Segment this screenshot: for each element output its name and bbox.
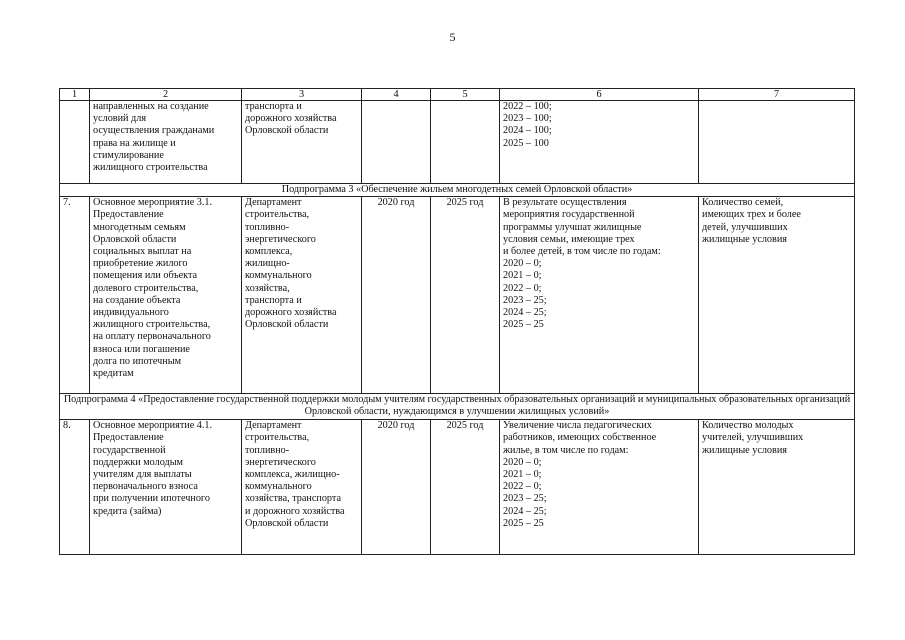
- header-cell-3: 3: [242, 89, 362, 101]
- cell-executor: Департамент строительства, топливно- энергетического комплекса, жилищно- коммунального хозяйства, транспорта и дорожного хозяйства Орловской области: [242, 197, 362, 394]
- program-table: [59, 88, 855, 555]
- cell-number: [60, 101, 90, 184]
- table-row-8: [60, 420, 855, 555]
- cell-executor: транспорта и дорожного хозяйства Орловской области: [242, 101, 362, 184]
- cell-end: 2025 год: [431, 420, 500, 555]
- cell-indicator: Количество молодых учителей, улучшивших жилищные условия: [699, 420, 855, 555]
- cell-measure: Основное мероприятие 4.1. Предоставление государственной поддержки молодым учителям для выплаты первоначального взноса при получении ипотечного кредита (займа): [90, 420, 242, 555]
- table-row-7: [60, 197, 855, 394]
- header-cell-2: 2: [90, 89, 242, 101]
- subprogram-3-title: Подпрограмма 3 «Обеспечение жильем многодетных семей Орловской области»: [60, 184, 855, 197]
- cell-measure: направленных на создание условий для осуществления гражданами права на жилище и стимулирование жилищного строительства: [90, 101, 242, 184]
- cell-end: 2025 год: [431, 197, 500, 394]
- header-row: [60, 89, 855, 101]
- subprogram-3-row: [60, 184, 855, 197]
- subprogram-4-title: Подпрограмма 4 «Предоставление государственной поддержки молодым учителям государственных образовательных организаций и муниципальных образовательных организаций Орловской области, нуждающимся в улучшении жилищных условий»: [60, 394, 855, 420]
- cell-start: [362, 101, 431, 184]
- cell-measure: Основное мероприятие 3.1. Предоставление многодетным семьям Орловской области социальных выплат на приобретение жилого помещения или объекта долевого строительства, на создание объекта индивидуального жилищного строительства, на оплату первоначального взноса или погашение долга по ипотечным кредитам: [90, 197, 242, 394]
- cell-indicator: [699, 101, 855, 184]
- header-cell-1: 1: [60, 89, 90, 101]
- table-row-continuation: [60, 101, 855, 184]
- cell-number: 7.: [60, 197, 90, 394]
- header-cell-7: 7: [699, 89, 855, 101]
- header-cell-5: 5: [431, 89, 500, 101]
- cell-end: [431, 101, 500, 184]
- page-number: 5: [449, 30, 456, 44]
- cell-start: 2020 год: [362, 420, 431, 555]
- cell-indicator: Количество семей, имеющих трех и более детей, улучшивших жилищные условия: [699, 197, 855, 394]
- header-cell-4: 4: [362, 89, 431, 101]
- cell-executor: Департамент строительства, топливно- энергетического комплекса, жилищно- коммунального хозяйства, транспорта и дорожного хозяйства Орловской области: [242, 420, 362, 555]
- header-cell-6: 6: [500, 89, 699, 101]
- cell-start: 2020 год: [362, 197, 431, 394]
- subprogram-4-row: [60, 394, 855, 420]
- cell-number: 8.: [60, 420, 90, 555]
- cell-result: В результате осуществления мероприятия государственной программы улучшат жилищные условия семьи, имеющие трех и более детей, в том числе по годам: 2020 – 0; 2021 – 0; 2022 – 0; 2023 – 25; 2024 – 25; 2025 – 25: [500, 197, 699, 394]
- cell-result: Увеличение числа педагогических работников, имеющих собственное жилье, в том числе по годам: 2020 – 0; 2021 – 0; 2022 – 0; 2023 – 25; 2024 – 25; 2025 – 25: [500, 420, 699, 555]
- cell-result: 2022 – 100; 2023 – 100; 2024 – 100; 2025 – 100: [500, 101, 699, 184]
